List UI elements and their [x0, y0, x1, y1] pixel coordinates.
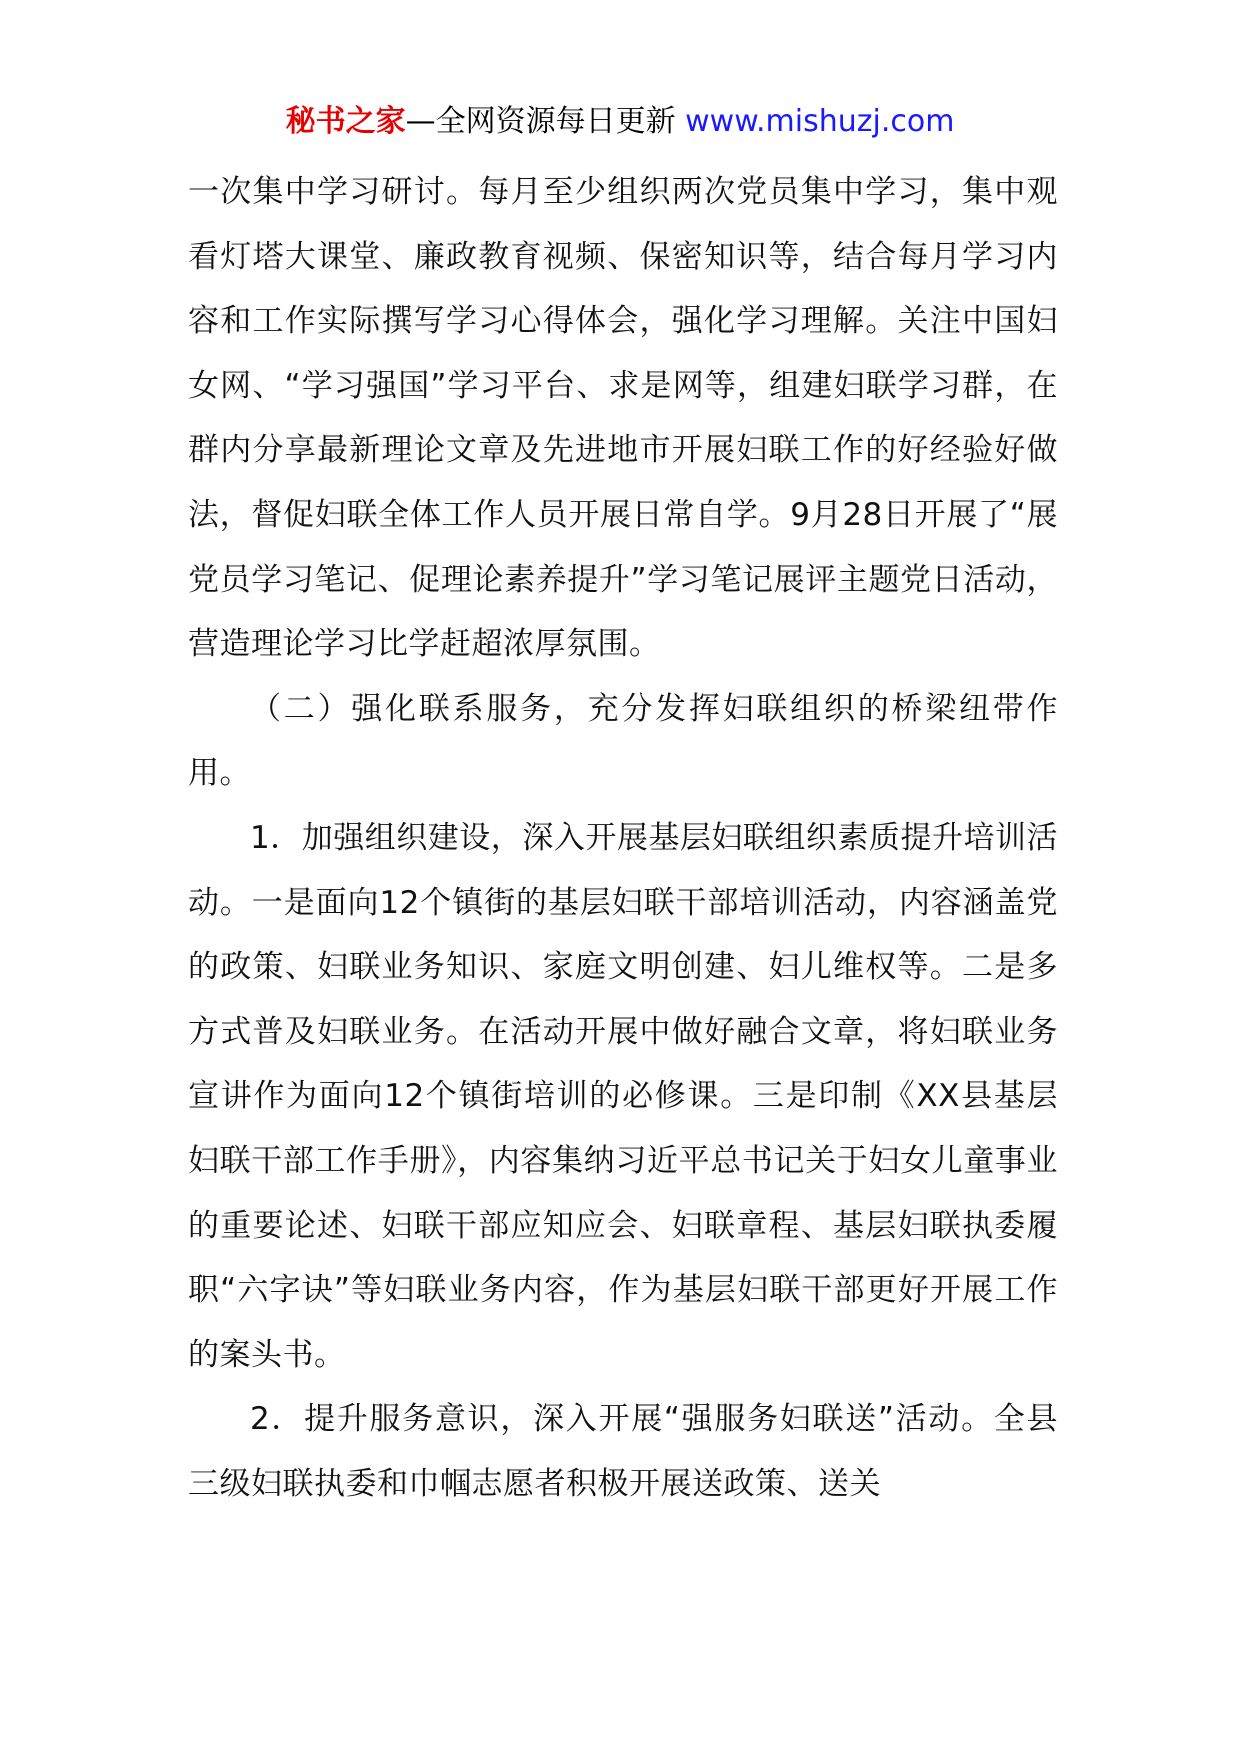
paragraph-service: 2．提升服务意识，深入开展“强服务妇联送”活动。全县三级妇联执委和巾帼志愿者积极开展送政策、送关 [188, 1401, 1058, 1502]
header-site-link[interactable]: www.mishuzj.com [685, 104, 955, 139]
paragraph-organization: 1．加强组织建设，深入开展基层妇联组织素质提升培训活动。一是面向12个镇街的基层妇联干部培训活动，内容涵盖党的政策、妇联业务知识、家庭文明创建、妇儿维权等。二是多方式普及妇联业务。在活动开展中做好融合文章，将妇联业务宣讲作为面向12个镇街培训的必修课。三是印制《XX县基层妇联干部工作手册》，内容集纳习近平总书记关于妇女儿童事业的重要论述、妇联干部应知应会、妇联章程、基层妇联执委履职“六字诀”等妇联业务内容，作为基层妇联干部更好开展工作的案头书。 [188, 819, 1058, 1373]
header-brand: 秘书之家 [285, 104, 406, 139]
page-header [0, 102, 1240, 142]
section-heading-2: （二）强化联系服务，充分发挥妇联组织的桥梁纽带作用。 [188, 690, 1058, 792]
paragraph-study: 一次集中学习研讨。每月至少组织两次党员集中学习，集中观看灯塔大课堂、廉政教育视频、保密知识等，结合每月学习内容和工作实际撰写学习心得体会，强化学习理解。关注中国妇女网、“学习强国”学习平台、求是网等，组建妇联学习群，在群内分享最新理论文章及先进地市开展妇联工作的好经验好做法，督促妇联全体工作人员开展日常自学。9月28日开展了“展党员学习笔记、促理论素养提升”学习笔记展评主题党日活动，营造理论学习比学赶超浓厚氛围。 [188, 174, 1058, 663]
header-tagline: —全网资源每日更新 [405, 104, 676, 139]
document-body [188, 160, 1058, 1516]
